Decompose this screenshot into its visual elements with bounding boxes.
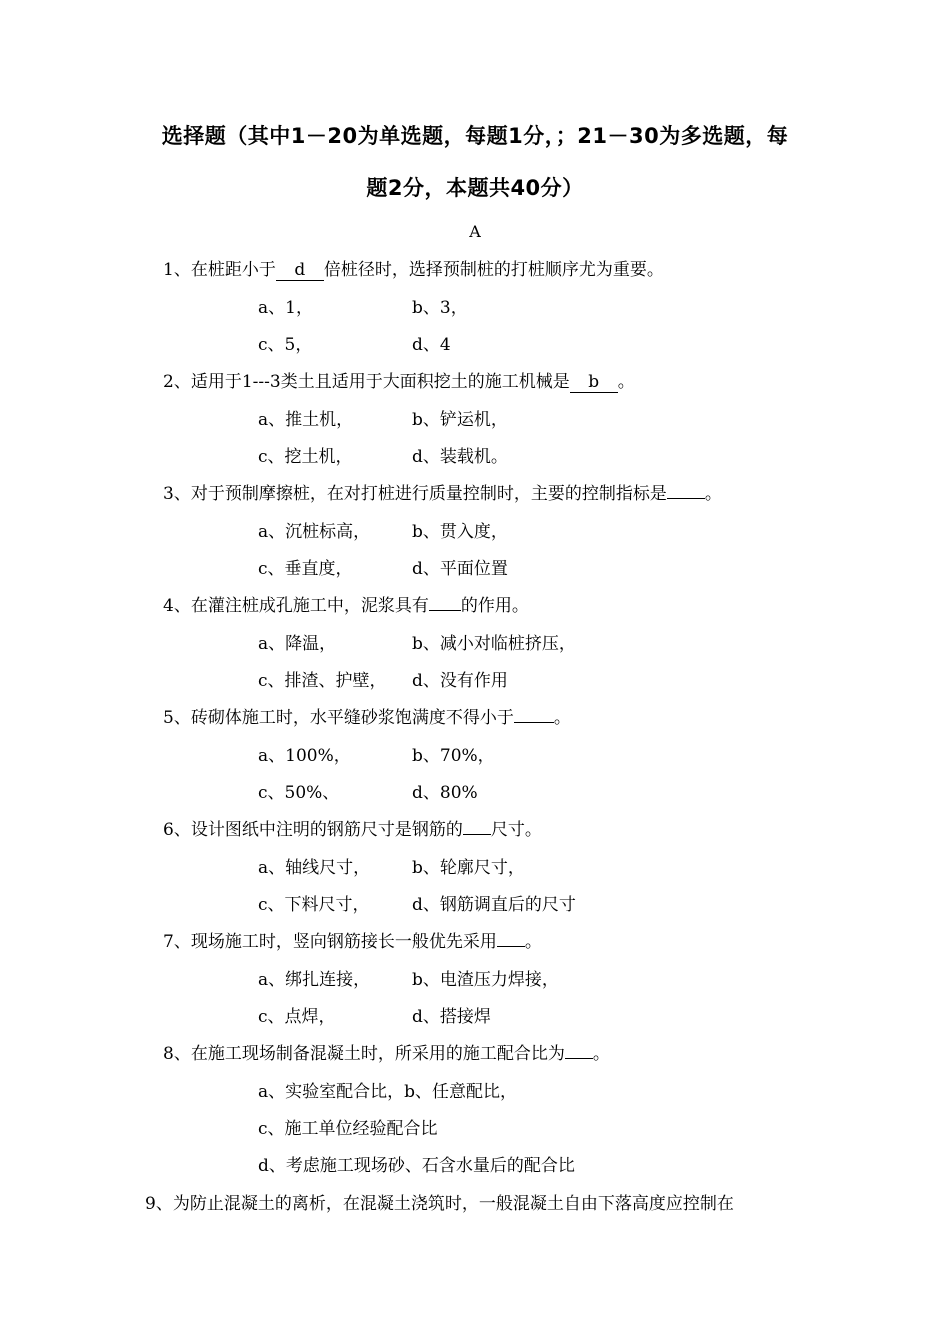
answer-blank [565,1058,593,1059]
question-text-before: 现场施工时，竖向钢筋接长一般优先采用 [190,932,497,952]
question-text-before: 砖砌体施工时，水平缝砂浆饱满度不得小于 [190,708,514,728]
option-line-1: a、实验室配合比，b、任意配比， [258,1082,518,1102]
option-b: b、减小对临桩挤压， [412,634,576,654]
question-6 [163,818,542,842]
option-d: d、4 [412,335,451,355]
question-text-before: 适用于1---3类土且适用于大面积挖土的施工机械是 [190,372,570,392]
answer-blank [463,834,491,835]
question-text-before: 在桩距小于 [190,260,276,280]
option-a: a、沉桩标高， [258,522,371,542]
option-b: b、贯入度， [412,522,508,542]
answer-blank [667,498,705,499]
question-text-before: 在灌注桩成孔施工中，泥浆具有 [190,596,429,616]
question-2 [163,370,635,394]
question-number: 6、 [163,820,191,840]
option-d: d、装载机。 [412,447,508,467]
question-8 [163,1042,610,1066]
option-d: d、搭接焊 [412,1007,491,1027]
option-a: a、轴线尺寸， [258,858,371,878]
question-9 [145,1192,734,1216]
paper-version-label: A [469,222,481,241]
option-a: a、推土机， [258,410,354,430]
question-text-after: 倍桩径时，选择预制桩的打桩顺序尤为重要。 [323,260,664,280]
option-b: b、轮廓尺寸， [412,858,525,878]
option-d: d、没有作用 [412,671,508,691]
option-a: a、降温， [258,634,337,654]
answer-blank: d [276,260,324,281]
option-b: b、电渣压力焊接， [412,970,559,990]
option-d: d、钢筋调直后的尺寸 [412,895,576,915]
option-a: a、绑扎连接， [258,970,371,990]
answer-blank [497,946,525,947]
option-c: c、下料尺寸， [258,895,370,915]
option-b: b、70%， [412,746,495,766]
question-text-after: 。 [704,484,722,504]
option-c: c、排渣、护壁， [258,671,387,691]
question-4 [163,594,529,618]
option-c: c、点焊， [258,1007,336,1027]
question-number: 2、 [163,372,191,392]
question-text-after: 。 [524,932,542,952]
question-number: 7、 [163,932,191,952]
question-number: 4、 [163,596,191,616]
question-text-before: 设计图纸中注明的钢筋尺寸是钢筋的 [190,820,463,840]
option-c: c、5， [258,335,313,355]
question-text-after: 尺寸。 [490,820,542,840]
question-number: 8、 [163,1044,191,1064]
question-1 [163,258,664,282]
answer-blank [429,610,461,611]
answer-blank [514,722,554,723]
question-text-after: 的作用。 [460,596,529,616]
option-c: c、50%、 [258,783,340,803]
question-5 [163,706,571,730]
option-a: a、1， [258,298,313,318]
question-7 [163,930,542,954]
question-number: 9、 [145,1194,173,1214]
question-text-after: 。 [553,708,571,728]
question-text-after: 。 [617,372,635,392]
option-b: b、3， [412,298,468,318]
section-heading-line-1: 选择题（其中1－20为单选题，每题1分，；21－30为多选题，每 [161,124,789,148]
option-line-3: d、考虑施工现场砂、石含水量后的配合比 [258,1156,575,1176]
question-3 [163,482,722,506]
question-text-before: 对于预制摩擦桩，在对打桩进行质量控制时，主要的控制指标是 [190,484,667,504]
option-d: d、80% [412,783,478,803]
question-text-after: 。 [592,1044,610,1064]
option-c: c、垂直度， [258,559,353,579]
option-a: a、100%， [258,746,351,766]
question-number: 3、 [163,484,191,504]
answer-blank: b [570,372,618,393]
option-b: b、铲运机， [412,410,508,430]
question-text: 为防止混凝土的离析，在混凝土浇筑时，一般混凝土自由下落高度应控制在 [172,1194,734,1214]
option-c: c、挖土机， [258,447,353,467]
question-text-before: 在施工现场制备混凝土时，所采用的施工配合比为 [190,1044,565,1064]
question-number: 5、 [163,708,191,728]
section-heading-line-2: 题2分，本题共40分） [366,176,584,200]
option-d: d、平面位置 [412,559,508,579]
option-line-2: c、施工单位经验配合比 [258,1119,438,1139]
question-number: 1、 [163,260,191,280]
